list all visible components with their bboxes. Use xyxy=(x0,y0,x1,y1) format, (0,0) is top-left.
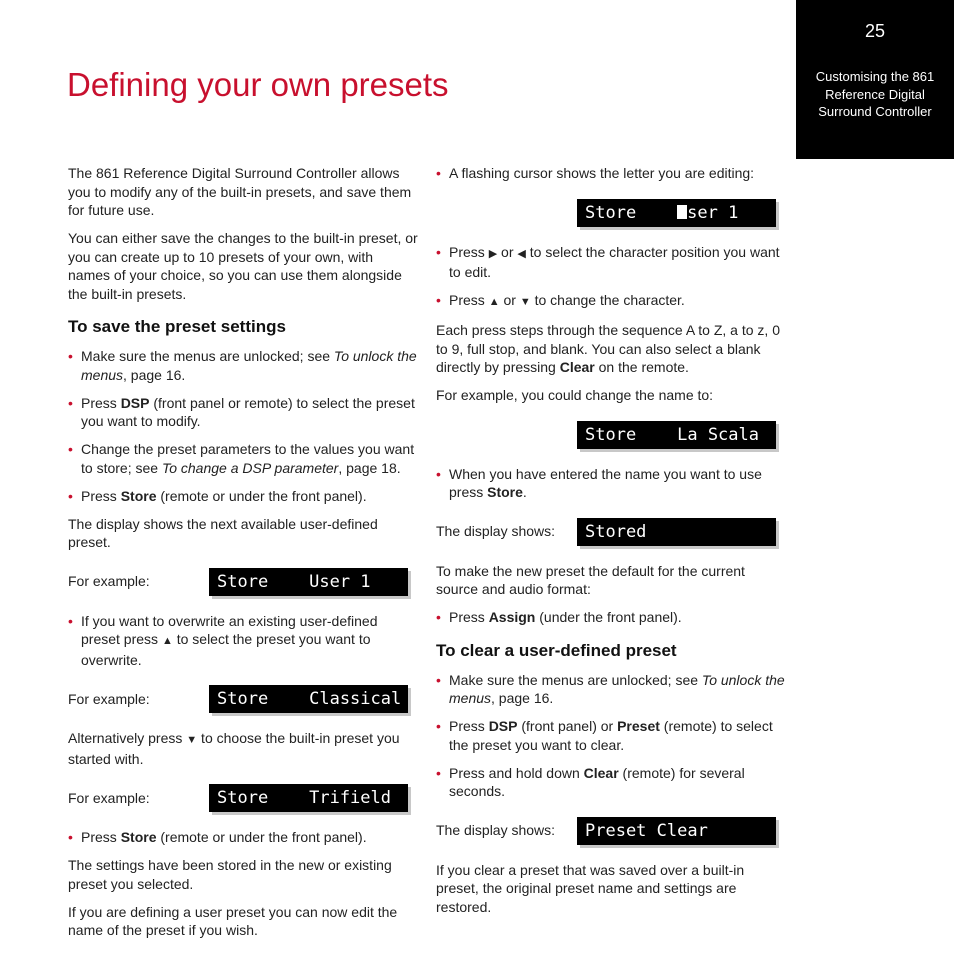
right-column xyxy=(436,164,786,926)
section-title xyxy=(800,68,950,121)
bullet-icon: • xyxy=(436,671,441,688)
list-item xyxy=(436,764,786,801)
list-item xyxy=(68,347,418,384)
section-title-line: Surround Controller xyxy=(818,104,932,119)
lcd-display: Store Trifield xyxy=(209,784,408,812)
text: Press xyxy=(81,487,121,504)
text: (remote or under the front panel). xyxy=(156,487,367,504)
heading-save-preset: To save the preset settings xyxy=(68,317,286,336)
key-name: Clear xyxy=(583,764,619,781)
text: Press xyxy=(81,829,121,845)
list-item xyxy=(68,612,418,670)
lcd-display: Preset Clear xyxy=(577,817,776,845)
text: Press xyxy=(81,394,121,411)
cross-reference: To unlock the menus xyxy=(81,348,417,383)
intro-paragraph: You can either save the changes to the built-in preset, or you can create up to 10 presets of your own, with names of your choice, so you can use them alongside the built-in presets. xyxy=(68,230,418,302)
intro-paragraph: The 861 Reference Digital Surround Controller allows you to modify any of the built-in presets, and save them for future use. xyxy=(68,165,412,218)
text: Alternatively press xyxy=(68,730,187,746)
text: (remote or under the front panel). xyxy=(156,829,367,845)
text: , page 16. xyxy=(123,366,186,383)
left-arrow-icon: ◀ xyxy=(517,247,526,260)
list-item xyxy=(68,394,418,431)
list-item xyxy=(436,243,786,282)
up-arrow-icon: ▲ xyxy=(161,635,173,647)
text: Each press steps through the sequence A to Z, a to z, 0 to 9, full stop, and blank. You can also select a blank directly by pressing xyxy=(436,322,780,375)
key-name: Store xyxy=(120,487,157,504)
paragraph: For example, you could change the name to: xyxy=(436,387,714,403)
list-item xyxy=(436,164,786,183)
bullet-icon: • xyxy=(68,829,73,845)
text: . xyxy=(522,484,527,500)
bullet-icon: • xyxy=(68,612,73,629)
list-item xyxy=(436,608,786,627)
lcd-display: Store La Scala xyxy=(577,421,776,449)
text: When you have entered the name you want to use press xyxy=(449,465,762,500)
text: Press xyxy=(449,718,489,734)
text: to choose the built-in preset you started with. xyxy=(68,730,400,767)
text: Press xyxy=(449,292,489,308)
bullet-icon: • xyxy=(436,465,441,482)
page-number: 25 xyxy=(864,21,886,41)
text: If you want to overwrite an existing user-defined preset press xyxy=(81,612,378,647)
heading-clear-preset: To clear a user-defined preset xyxy=(436,640,677,660)
paragraph xyxy=(68,729,418,768)
key-name: Store xyxy=(487,484,523,500)
example-row xyxy=(436,516,786,548)
text: (front panel) or xyxy=(517,718,618,734)
bullet-icon: • xyxy=(436,764,441,781)
section-title-line: Customising the 861 xyxy=(815,69,935,84)
paragraph: To make the new preset the default for the current source and audio format: xyxy=(436,562,745,597)
bullet-icon: • xyxy=(68,441,73,457)
bullet-icon: • xyxy=(436,165,441,181)
paragraph: The settings have been stored in the new or existing preset you selected. xyxy=(68,857,392,892)
example-row xyxy=(68,782,418,814)
list-item xyxy=(436,671,786,708)
bullet-icon: • xyxy=(436,609,441,625)
text: , page 18. xyxy=(338,459,401,476)
list-item xyxy=(436,291,786,312)
paragraph: If you clear a preset that was saved over a built-in preset, the original preset name and settings are restored. xyxy=(436,861,745,915)
bullet-icon: • xyxy=(436,718,441,734)
text: or xyxy=(499,292,520,308)
paragraph: The display shows the next available user-defined preset. xyxy=(68,515,378,550)
lcd-display: Store Classical xyxy=(209,685,408,713)
paragraph: If you are defining a user preset you can now edit the name of the preset if you wish. xyxy=(68,903,398,938)
bullet-icon: • xyxy=(436,292,441,308)
key-name: Clear xyxy=(559,359,595,375)
text: Press xyxy=(449,243,489,260)
list-item xyxy=(68,828,418,847)
down-arrow-icon: ▼ xyxy=(519,296,531,308)
chapter-tab xyxy=(796,0,954,159)
lcd-display xyxy=(577,199,776,227)
example-label: For example: xyxy=(68,690,150,707)
bullet-icon: • xyxy=(68,394,73,411)
display-text: Store xyxy=(585,202,678,223)
text: Press and hold down xyxy=(449,764,584,781)
text: (remote) to select the preset you want to clear. xyxy=(449,718,773,753)
key-name: DSP xyxy=(120,394,150,411)
list-item xyxy=(436,465,786,502)
text: or xyxy=(497,243,518,260)
page-title: Defining your own presets xyxy=(67,66,449,103)
text: (front panel or remote) to select the preset you want to modify. xyxy=(81,394,415,429)
text: on the remote. xyxy=(594,359,689,375)
cross-reference: To change a DSP parameter xyxy=(161,459,339,476)
text: to select the preset you want to overwrite. xyxy=(81,631,371,668)
text: to change the character. xyxy=(530,292,685,308)
list-item xyxy=(436,717,786,754)
example-label: The display shows: xyxy=(436,822,556,839)
list-item xyxy=(68,487,418,506)
key-name: Preset xyxy=(617,718,660,734)
left-column xyxy=(68,164,418,949)
cursor-block xyxy=(677,205,687,219)
key-name: Store xyxy=(120,829,157,845)
example-row xyxy=(436,815,786,847)
cross-reference: To unlock the menus xyxy=(449,671,785,706)
key-name: Assign xyxy=(488,609,536,625)
text: (remote) for several seconds. xyxy=(449,764,745,799)
bullet-icon: • xyxy=(68,487,73,504)
text: Change the preset parameters to the values you want to store; see xyxy=(81,441,415,476)
text: Press xyxy=(449,609,489,625)
down-arrow-icon: ▼ xyxy=(186,734,198,746)
example-row xyxy=(68,683,418,715)
right-arrow-icon: ▶ xyxy=(488,247,498,260)
lcd-display: Stored xyxy=(577,518,776,546)
text: A flashing cursor shows the letter you are editing: xyxy=(449,165,755,181)
example-row xyxy=(68,566,418,598)
text: to select the character position you want to edit. xyxy=(449,243,780,280)
example-label: The display shows: xyxy=(436,523,556,540)
text: Make sure the menus are unlocked; see xyxy=(449,671,702,688)
example-label: For example: xyxy=(68,789,150,806)
text: (under the front panel). xyxy=(535,609,682,625)
example-label: For example: xyxy=(68,573,150,590)
lcd-display: Store User 1 xyxy=(209,568,408,596)
bullet-icon: • xyxy=(436,243,441,260)
text: , page 16. xyxy=(491,690,554,706)
section-title-line: Reference Digital xyxy=(825,86,925,102)
up-arrow-icon: ▲ xyxy=(488,296,500,308)
display-text: ser 1 xyxy=(687,202,739,223)
paragraph xyxy=(436,321,786,377)
list-item xyxy=(68,440,418,477)
key-name: DSP xyxy=(488,718,518,734)
text: Make sure the menus are unlocked; see xyxy=(81,348,334,364)
bullet-icon: • xyxy=(68,348,73,364)
